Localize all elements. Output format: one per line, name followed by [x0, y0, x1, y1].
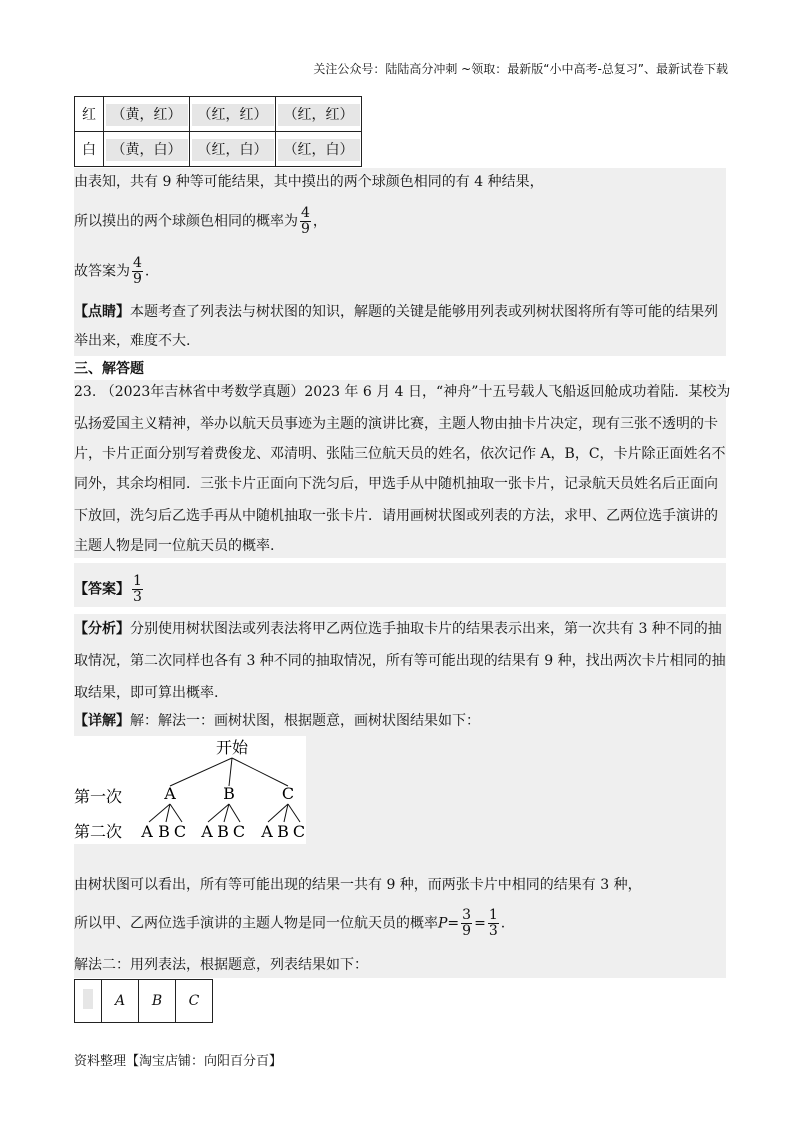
answer-bg: [74, 563, 726, 607]
header-note: 关注公众号：陆陆高分冲刺 ~领取：最新版“小中高考-总复习”、最新试卷下载: [313, 62, 728, 76]
table-cell: （红，红）: [192, 104, 274, 126]
after-tree-line-2: 所以甲、乙两位选手演讲的主题人物是同一位航天员的概率P= $\frac{3}{9}$ = $\frac{1}{3}$ .: [74, 907, 506, 939]
tree-leaf: B: [158, 822, 170, 841]
prev-line-3: 故答案为 $\frac{4}{9}$ .: [74, 255, 150, 287]
fraction: $\frac{1}{3}$: [488, 907, 498, 939]
tree-leaf: A: [141, 822, 153, 841]
table-row: [75, 980, 213, 1023]
table-cell: （红，白）: [192, 139, 274, 161]
bottom-table: [74, 979, 213, 1023]
comment-tag: 【点睛】: [74, 304, 130, 320]
comment-line-2: 举出来，难度不大.: [74, 333, 191, 349]
table-header: A: [102, 980, 139, 1023]
question-line: 同外，其余均相同．三张卡片正面向下洗匀后，甲选手从中随机抽取一张卡片，记录航天员姓名后正面向: [74, 476, 718, 492]
row-label: 红: [75, 97, 104, 132]
table-cell: （红，白）: [278, 139, 360, 161]
analysis-tag: 【分析】: [74, 621, 130, 637]
tree-root: 开始: [215, 738, 249, 757]
tree-node: B: [223, 784, 235, 803]
table-row: [75, 132, 362, 167]
tree-diagram: [74, 736, 306, 844]
table-header: C: [176, 980, 213, 1023]
prev-solution-bg: [74, 168, 726, 356]
fraction: $\frac{3}{9}$: [462, 907, 472, 939]
tree-node: A: [164, 784, 176, 803]
after-tree-line-1: 由树状图可以看出，所有等可能出现的结果一共有 9 种，而两张卡片中相同的结果有 3 种，: [74, 877, 642, 893]
tree-leaf: C: [173, 822, 187, 841]
question-line: 下放回，洗匀后乙选手再从中随机抽取一张卡片．请用画树状图或列表的方法，求甲、乙两位选手演讲的: [74, 508, 718, 524]
after-tree-line-3: 解法二：用列表法，根据题意，列表结果如下：: [74, 957, 368, 973]
answer-tag: 【答案】: [74, 581, 130, 598]
table-cell: （黄，红）: [106, 104, 188, 126]
tree-leaf: B: [217, 822, 229, 841]
tree-row1-label: 第一次: [74, 787, 123, 806]
question-line: 主题人物是同一位航天员的概率.: [74, 538, 275, 554]
row-label: 白: [75, 132, 104, 167]
tree-leaf: B: [277, 822, 289, 841]
detail-line-1: 【详解】解：解法一：画树状图，根据题意，画树状图结果如下：: [74, 713, 480, 729]
fraction: $\frac{1}{3}$: [133, 573, 142, 605]
question-bg: [74, 380, 726, 558]
table-cell: [83, 989, 93, 1009]
analysis-line-2: 取情况，第二次同样也各有 3 种不同的抽取情况，所有等可能出现的结果有 9 种，找出两次卡片相同的抽: [74, 653, 726, 669]
prev-line-2: 所以摸出的两个球颜色相同的概率为 $\frac{4}{9}$ ，: [74, 205, 327, 237]
table-header: B: [139, 980, 176, 1023]
tree-leaf: A: [201, 822, 213, 841]
fraction: $\frac{4}{9}$: [301, 205, 310, 237]
tree-leaf: C: [232, 822, 246, 841]
prev-line-1: 由表知，共有 9 种等可能结果，其中摸出的两个球颜色相同的有 4 种结果，: [74, 174, 544, 190]
table-cell: （红，红）: [278, 104, 360, 126]
table-cell: （黄，白）: [106, 139, 188, 161]
question-line: 23. （2023年吉林省中考数学真题）2023 年 6 月 4 日，“神舟”十五号载人飞船返回舱成功着陆．某校为: [74, 384, 731, 400]
analysis-line-3: 取结果，即可算出概率.: [74, 685, 219, 701]
top-table: [74, 96, 362, 167]
question-line: 弘扬爱国主义精神，举办以航天员事迹为主题的演讲比赛，主题人物由抽卡片决定，现有三张不透明的卡: [74, 416, 718, 432]
fraction: $\frac{4}{9}$: [133, 255, 142, 287]
analysis-line-1: 【分析】分别使用树状图法或列表法将甲乙两位选手抽取卡片的结果表示出来，第一次共有 3 种不同的抽: [74, 621, 722, 637]
section-title: 三、解答题: [74, 361, 144, 377]
footer: 资料整理【淘宝店铺：向阳百分百】: [74, 1054, 283, 1069]
tree-leaf: A: [261, 822, 273, 841]
answer-line: [74, 574, 145, 605]
tree-row2-label: 第二次: [74, 822, 123, 841]
table-row: [75, 97, 362, 132]
comment-line-1: 【点睛】本题考查了列表法与树状图的知识，解题的关键是能够用列表或列树状图将所有等可能的结果列: [74, 304, 718, 320]
question-line: 片，卡片正面分别写着费俊龙、邓清明、张陆三位航天员的姓名，依次记作 A，B，C，卡片除正面姓名不: [74, 446, 726, 462]
tree-leaf: C: [292, 822, 306, 841]
tree-node: C: [281, 784, 295, 803]
detail-tag: 【详解】: [74, 713, 130, 729]
